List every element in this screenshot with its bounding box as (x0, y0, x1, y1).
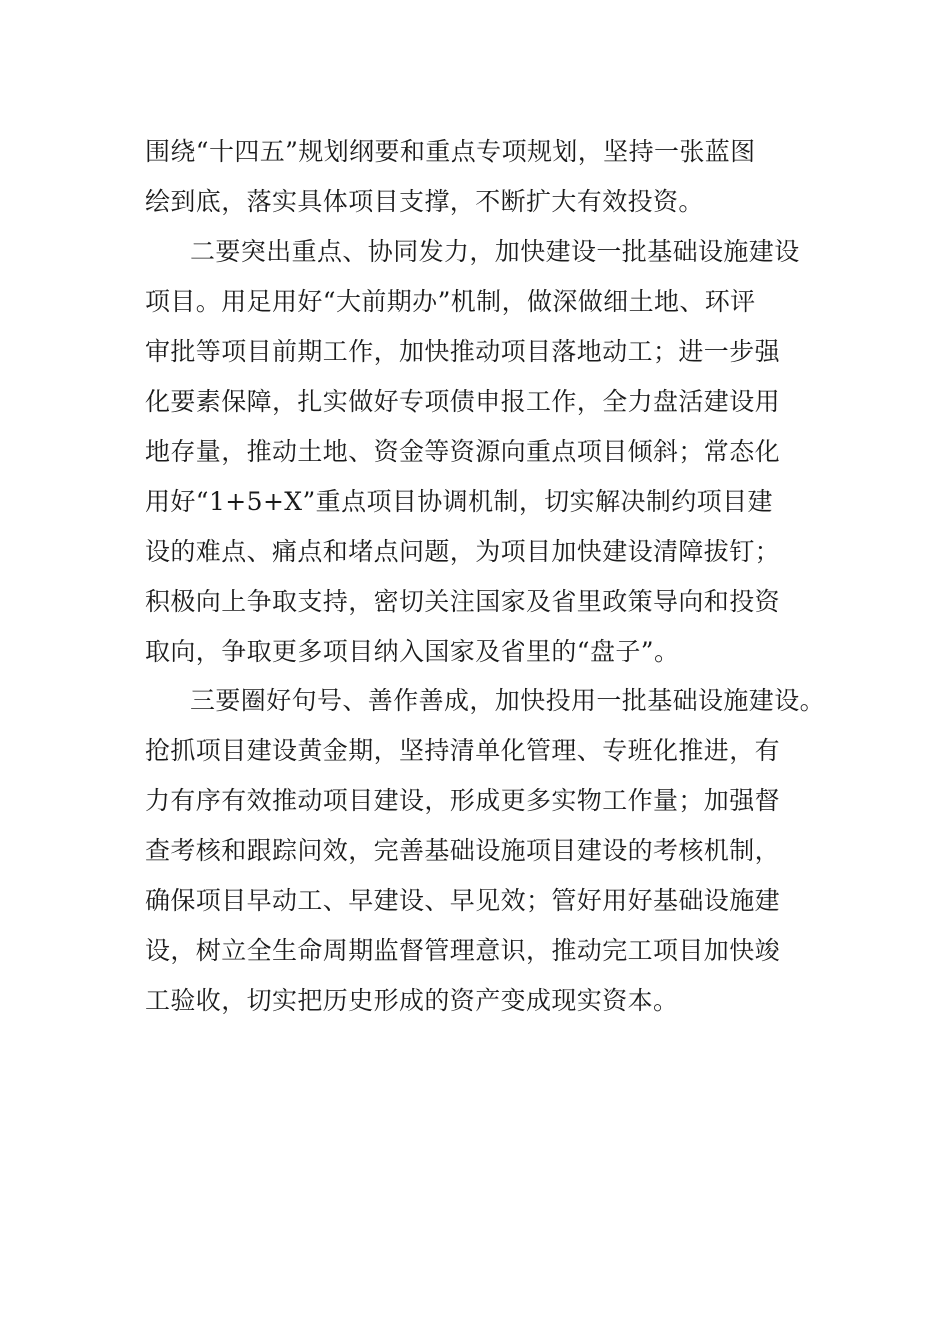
text-line: 化要素保障，扎实做好专项债申报工作，全力盘活建设用 (145, 387, 781, 416)
text-line: 查考核和跟踪问效，完善基础设施项目建设的考核机制， (145, 836, 781, 865)
text-line: 绘到底，落实具体项目支撑，不断扩大有效投资。 (145, 187, 704, 216)
text-line: 工验收，切实把历史形成的资产变成现实资本。 (145, 986, 679, 1015)
text-line: 项目。用足用好“大前期办”机制，做深做细土地、环评 (145, 287, 756, 316)
text-line: 力有序有效推动项目建设，形成更多实物工作量；加强督 (145, 786, 781, 815)
text-line: 围绕“十四五”规划纲要和重点专项规划，坚持一张蓝图 (145, 137, 756, 166)
paragraph-start-line: 二要突出重点、协同发力，加快建设一批基础设施建设 (190, 237, 800, 266)
paragraph-start-line: 三要圈好句号、善作善成，加快投用一批基础设施建设。 (190, 686, 826, 715)
text-line: 确保项目早动工、早建设、早见效；管好用好基础设施建 (145, 886, 781, 915)
text-line: 取向，争取更多项目纳入国家及省里的“盘子”。 (145, 637, 680, 666)
text-line: 设的难点、痛点和堵点问题，为项目加快建设清障拔钉； (145, 537, 781, 566)
text-line: 审批等项目前期工作，加快推动项目落地动工；进一步强 (145, 337, 781, 366)
text-line: 抢抓项目建设黄金期，坚持清单化管理、专班化推进，有 (145, 736, 781, 765)
text-line: 积极向上争取支持，密切关注国家及省里政策导向和投资 (145, 587, 781, 616)
text-line: 设，树立全生命周期监督管理意识，推动完工项目加快竣 (145, 936, 781, 965)
text-line: 地存量，推动土地、资金等资源向重点项目倾斜；常态化 (145, 437, 781, 466)
text-line: 用好“1+5+X”重点项目协调机制，切实解决制约项目建 (145, 487, 773, 516)
